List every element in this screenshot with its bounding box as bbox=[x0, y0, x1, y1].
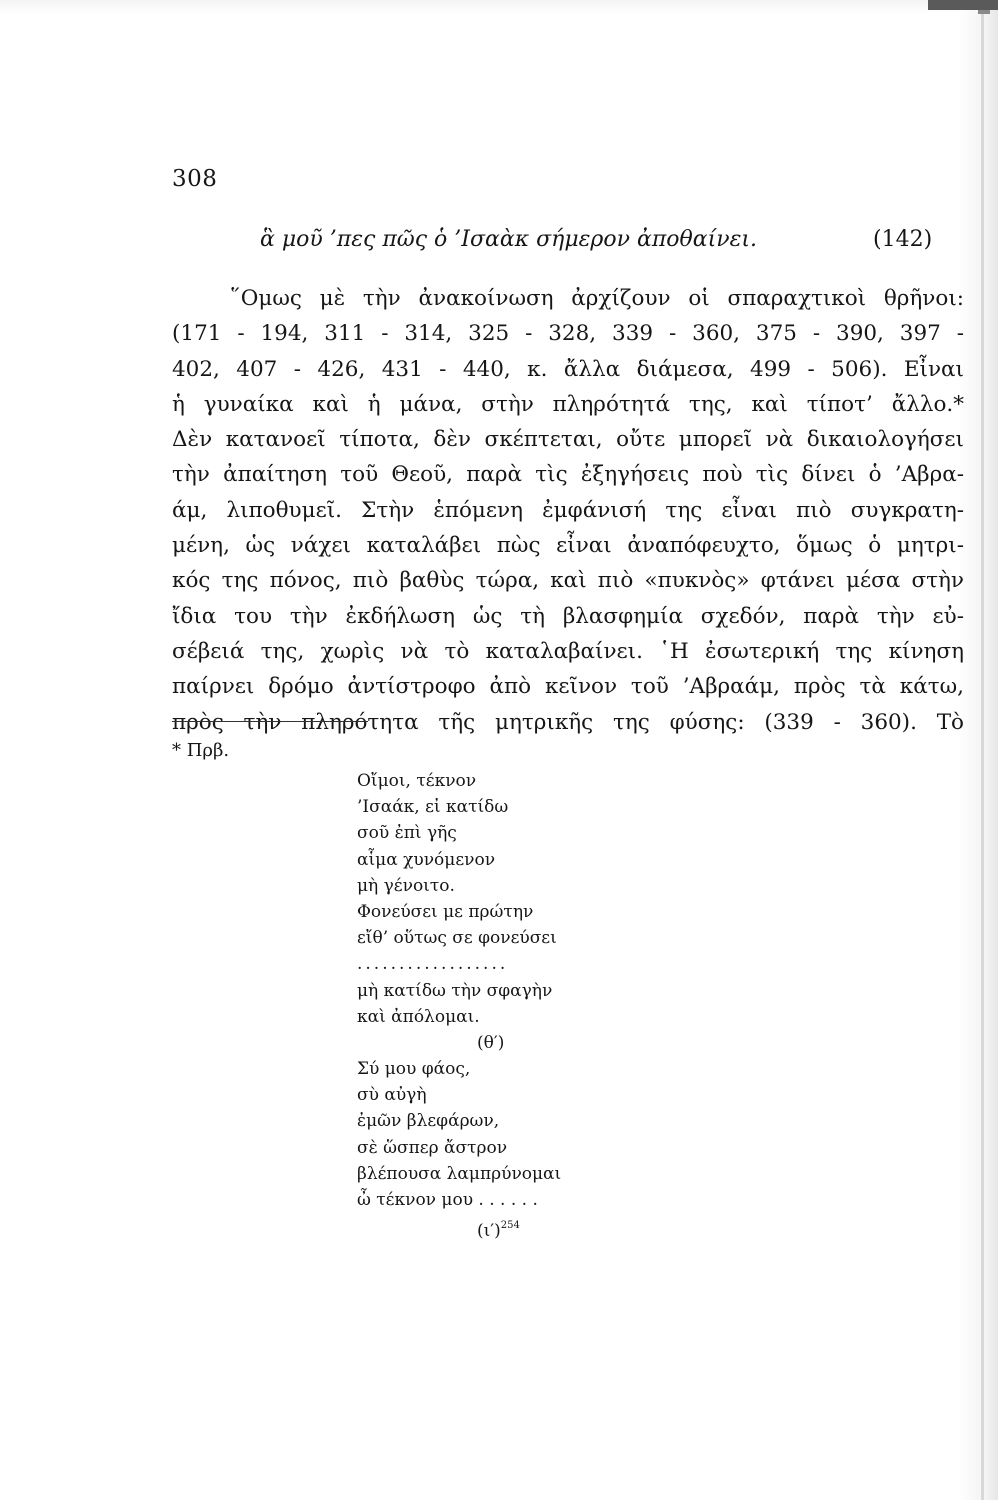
paragraph-line: ἴδια του τὴν ἐκδήλωση ὡς τὴ βλασφημία σχεδόν, παρὰ τὴν εὐ- bbox=[172, 603, 964, 629]
poem-line: Φονεύσει με πρώτην bbox=[357, 901, 534, 922]
poem-line: σὲ ὥσπερ ἄστρον bbox=[357, 1137, 508, 1158]
scan-edge-right bbox=[958, 0, 998, 1500]
quote-line bbox=[260, 227, 964, 252]
paragraph-line: σέβειά της, χωρὶς νὰ τὸ καταλαβαίνει. ῾Η ἐσωτερική της κίνηση bbox=[172, 638, 964, 664]
page-number: 308 bbox=[172, 166, 218, 192]
poem-line: ἐμῶν βλεφάρων, bbox=[357, 1111, 500, 1132]
poem-line: Οἴμοι, τέκνον bbox=[357, 771, 477, 791]
poem-section-label: (ι′) bbox=[477, 1221, 501, 1242]
scan-corner-mark bbox=[928, 0, 998, 10]
footnote-divider bbox=[172, 721, 368, 722]
poem-line: μὴ γένοιτο. bbox=[357, 875, 455, 896]
paragraph-line: (171 - 194, 311 - 314, 325 - 328, 339 - 360, 375 - 390, 397 - bbox=[172, 321, 964, 347]
poem-line: βλέπουσα λαμπρύνομαι bbox=[357, 1163, 562, 1184]
paragraph-line: πρὸς τὴν πληρότητα τῆς μητρικῆς της φύσης: (339 - 360). Τὸ bbox=[172, 709, 964, 735]
paragraph-line: ῞Ομως μὲ τὴν ἀνακοίνωση ἀρχίζουν οἱ σπαραχτικοὶ θρῆνοι: bbox=[230, 286, 964, 311]
main-paragraph bbox=[172, 281, 964, 740]
poem-ellipsis-line: .................. bbox=[357, 954, 509, 975]
poem-line: ὦ τέκνον μου . . . . . . bbox=[357, 1190, 538, 1210]
scan-edge-top bbox=[0, 0, 998, 14]
poem-line: μὴ κατίδω τὴν σφαγὴν bbox=[357, 980, 553, 1001]
quote-text: ἃ μοῦ ’πες πῶς ὁ ’Ισαὰκ σήμερον ἀποθαίνει. bbox=[260, 227, 758, 252]
scan-corner-mark-small bbox=[978, 10, 990, 14]
quote-reference: (142) bbox=[873, 227, 933, 252]
poem-line: εἴθ’ οὕτως σε φονεύσει bbox=[357, 928, 557, 949]
poem-line: σοῦ ἐπὶ γῆς bbox=[357, 823, 457, 844]
paragraph-line: 402, 407 - 426, 431 - 440, κ. ἄλλα διάμεσα, 499 - 506). Εἶναι bbox=[172, 356, 964, 382]
poem-section-marker-last bbox=[357, 1213, 561, 1242]
poem-line: καὶ ἀπόλομαι. bbox=[357, 1006, 480, 1027]
paragraph-line: Δὲν κατανοεῖ τίποτα, δὲν σκέπτεται, οὔτε μπορεῖ νὰ δικαιολογήσει bbox=[172, 427, 964, 453]
paragraph-line: κός της πόνος, πιὸ βαθὺς τώρα, καὶ πιὸ «πυκνὸς» φτάνει μέσα στὴν bbox=[172, 568, 964, 594]
poem-line: σὺ αὐγὴ bbox=[357, 1085, 427, 1106]
poem-line: Σύ μου φάος, bbox=[357, 1059, 471, 1080]
paragraph-line: παίρνει δρόμο ἀντίστροφο ἀπὸ κεῖνον τοῦ ’Αβραάμ, πρὸς τὰ κάτω, bbox=[172, 674, 964, 700]
paragraph-line: ἡ γυναίκα καὶ ἡ μάνα, στὴν πληρότητά της, καὶ τίποτ’ ἄλλο.* bbox=[172, 391, 964, 417]
paragraph-line: τὴν ἀπαίτηση τοῦ Θεοῦ, παρὰ τὶς ἐξηγήσεις ποὺ τὶς δίνει ὁ ’Αβρα- bbox=[172, 462, 964, 488]
footnote-marker: * Πρβ. bbox=[172, 740, 230, 761]
poem-line: ’Ισαάκ, εἰ κατίδω bbox=[357, 797, 509, 818]
paragraph-line: μένη, ὡς νάχει καταλάβει πὼς εἶναι ἀναπόφευχτο, ὅμως ὁ μητρι- bbox=[172, 533, 964, 559]
paragraph-line: άμ, λιποθυμεῖ. Στὴν ἑπόμενη ἐμφάνισή της εἶναι πιὸ συγκρατη- bbox=[172, 497, 964, 523]
footnote-poem bbox=[357, 768, 562, 1242]
note-reference-number: 254 bbox=[500, 1220, 520, 1232]
poem-section-marker: (θ′) bbox=[477, 1032, 505, 1053]
poem-line: αἷμα χυνόμενον bbox=[357, 849, 496, 870]
